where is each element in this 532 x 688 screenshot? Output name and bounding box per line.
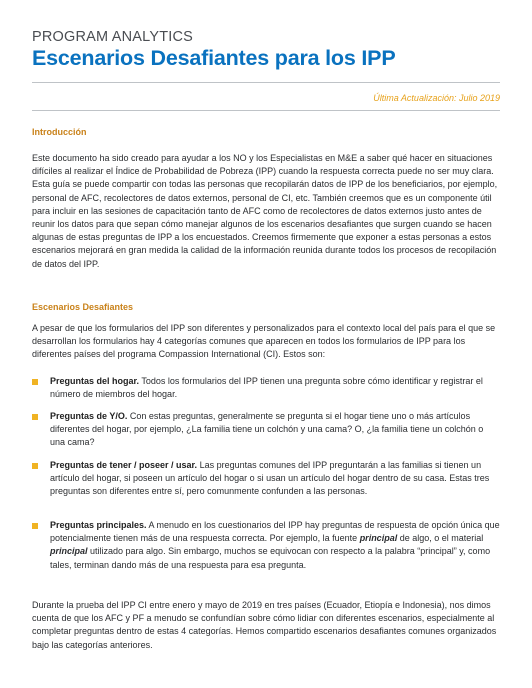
list-item-text: Las preguntas comunes del IPP preguntarán a las familias si tienen un artículo del hogar, si poseen un artículo del hogar o si usan un artículo del hogar dentro de su casa. Estas tres preguntas son diferentes entre sí, pero comunmente confunden a las personas.	[50, 460, 490, 497]
section-kicker: PROGRAM ANALYTICS	[32, 29, 194, 45]
bullet-square-icon	[32, 463, 38, 469]
scenarios-intro-paragraph: A pesar de que los formularios del IPP son diferentes y personalizados para el contexto local del país para el que se desarrollan los formularios hay 4 categorías comunes que aparecen en todos los formularios de IPP para los diferentes países del programa Compassion International (CI). Estos son:	[32, 323, 496, 360]
page-title: Escenarios Desafiantes para los IPP	[32, 46, 396, 70]
last-updated-date: Última Actualización: Julio 2019	[373, 93, 500, 103]
emphasis-principal: principal	[50, 546, 88, 557]
bullet-square-icon	[32, 379, 38, 385]
list-item	[32, 410, 500, 450]
title-divider	[32, 82, 500, 83]
bullet-square-icon	[32, 414, 38, 420]
scenarios-heading: Escenarios Desafiantes	[32, 302, 134, 312]
header-divider	[32, 110, 500, 111]
emphasis-principal: principal	[359, 533, 398, 544]
list-item-lead: Preguntas principales.	[50, 520, 147, 530]
list-item	[32, 519, 500, 572]
closing-paragraph: Durante la prueba del IPP CI entre enero y mayo de 2019 en tres países (Ecuador, Etiopía e Indonesia), nos dimos cuenta de que los AFC y PF a menudo se confundían sobre cómo lidiar con diferentes escenarios, especialmente al completar preguntas dentro de estas 4 categorías. Hemos compartido escenarios desafiantes comunes organizados bajo las categorías anteriores.	[32, 600, 497, 650]
list-item	[32, 459, 500, 499]
list-item-lead: Preguntas de Y/O.	[50, 411, 128, 421]
bullet-square-icon	[32, 523, 38, 529]
list-item-text: utilizado para algo. Sin embargo, muchos se equivocan con respecto a la palabra “principal” y, como tales, terminan dando más de una respuesta para esa pregunta.	[50, 546, 491, 570]
list-item-lead: Preguntas del hogar.	[50, 376, 140, 386]
list-item-text: de algo, o el material	[397, 533, 484, 544]
intro-paragraph: Este documento ha sido creado para ayudar a los NO y los Especialistas en M&E a saber qué hacer en situaciones difíciles al realizar el Índice de Probabilidad de Pobreza (IPP) cuando la respuesta correcta puede no ser muy clara. Esta guía se puede compartir con todas las personas que recopilarán datos de IPP de los beneficiarios, por ejemplo, personal de AFC, recolectores de datos externos, personal de CI, etc. También creemos que es un componente útil para incluir en las sesiones de capacitación tanto de AFC como de recolectores de datos externos justo antes de reunir los datos para que sepan cómo manejar algunos de los escenarios desafiantes que surgen cuando se hacen algunas de estas preguntas de IPP a los encuestados. Creemos firmemente que exponer a estas personas a estos escenarios mejorará en gran medida la calidad de la información reunida durante todos los procesos de recopilación de datos del IPP.	[32, 153, 498, 269]
list-item-text: Con estas preguntas, generalmente se pregunta si el hogar tiene uno o más artículos diferentes del hogar, por ejemplo, ¿La familia tiene un colchón y una cama? O, ¿la familia tiene un colchón o una cama?	[50, 411, 484, 448]
list-item-text: A menudo en los cuestionarios del IPP hay preguntas de respuesta de opción única que potencialmente tienen más de una respuesta correcta. Por ejemplo, la fuente	[50, 520, 500, 544]
list-item-lead: Preguntas de tener / poseer / usar.	[50, 460, 198, 470]
list-item	[32, 375, 500, 401]
intro-heading: Introducción	[32, 127, 87, 137]
list-item-text: Todos los formularios del IPP tienen una pregunta sobre cómo identificar y registrar el número de miembros del hogar.	[50, 376, 483, 400]
